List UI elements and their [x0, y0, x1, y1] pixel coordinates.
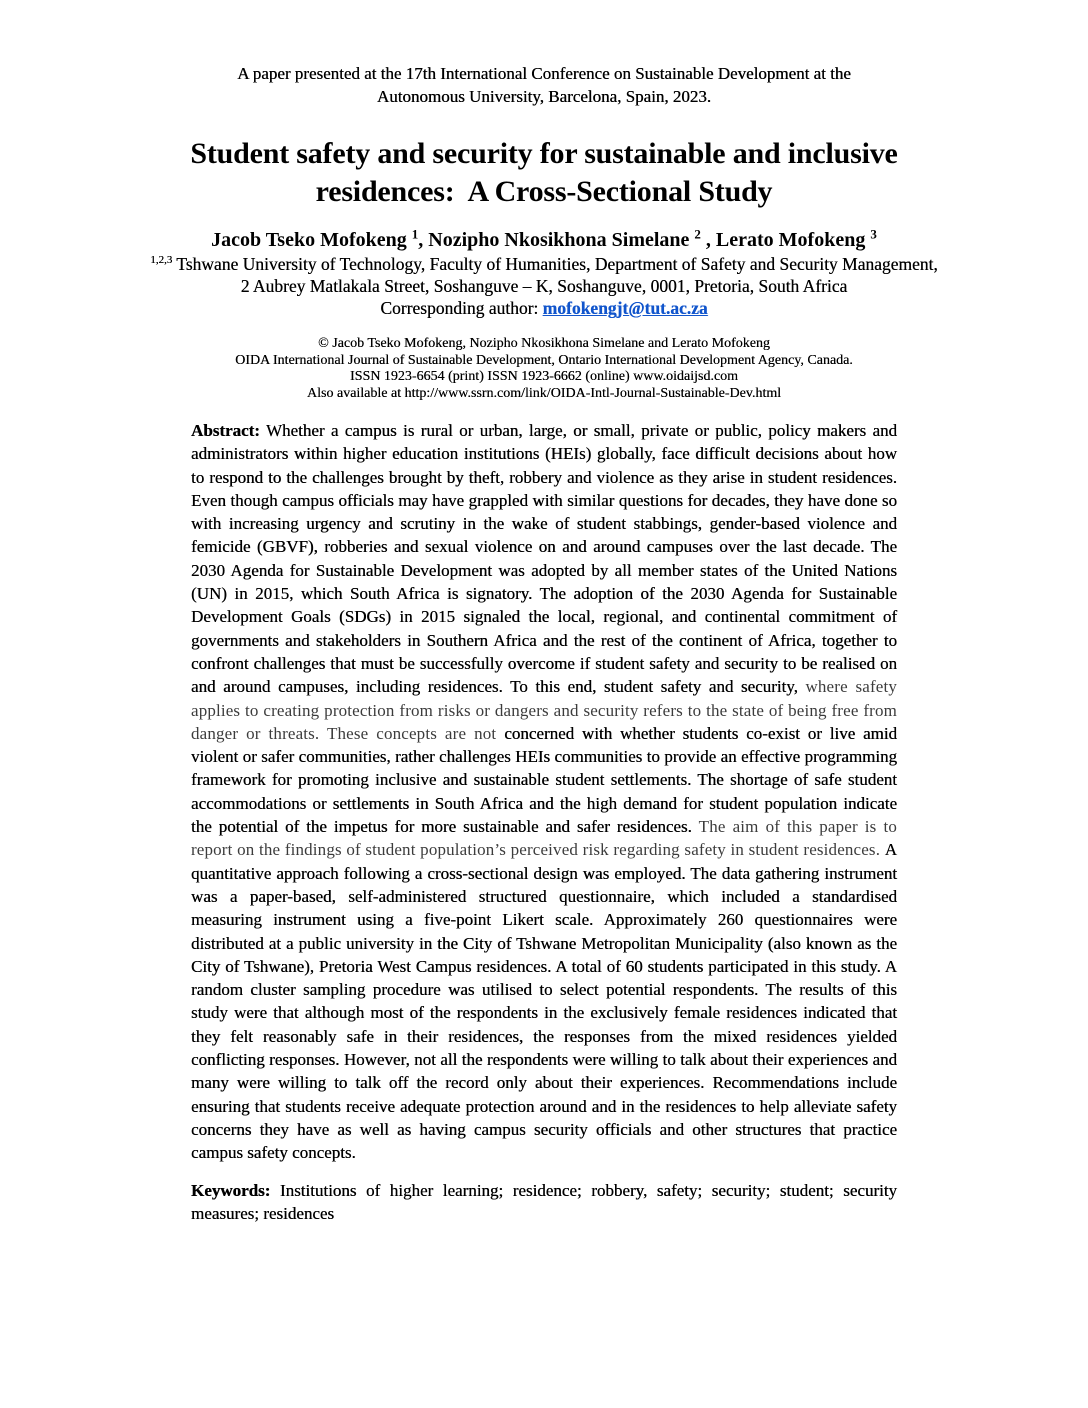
- abstract-segment-2-light: where safety applies to creating protection from risks or dangers and security refers to the state of being free from danger or threats. These concepts are not: [191, 677, 898, 743]
- affiliation-superscript: 1,2,3: [150, 254, 173, 267]
- corresponding-author-email-link[interactable]: mofokengjt@tut.ac.za: [542, 298, 708, 318]
- body-column: [191, 419, 897, 1225]
- imprint-block: [114, 336, 974, 402]
- imprint-issn-line: ISSN 1923-6654 (print) ISSN 1923-6662 (online) www.oidaijsd.com: [350, 369, 738, 384]
- keywords-label: Keywords:: [191, 1180, 271, 1200]
- conference-note-line-2: Autonomous University, Barcelona, Spain, 2023.: [376, 87, 712, 106]
- abstract-segment-5: A quantitative approach following a cross-sectional design was employed. The data gathering instrument was a paper-based, self-administered structured questionnaire, which included a standardised measuring instrument using a five-point Likert scale. Approximately 260 questionnaires were distributed at a public university in the City of Tshwane Metropolitan Municipality (also known as the City of Tshwane), Pretoria West Campus residences. A total of 60 students participated in this study. A random cluster sampling procedure was utilised to select potential respondents. The results of this study were that although most of the respondents in the exclusively female residences indicated that they felt reasonably safe in their residences, the responses from the mixed residences yielded conflicting responses. However, not all the respondents were willing to talk about their experiences and many were willing to talk off the record only about their experiences. Recommendations include ensuring that students receive adequate protection around and in the residences to help alleviate safety concerns they have as well as having campus security officials and other structures that practice campus safety concepts.: [191, 840, 897, 1163]
- corresponding-author-label: Corresponding author:: [380, 298, 543, 318]
- conference-note-line-1: A paper presented at the 17th International Conference on Sustainable Development at the: [237, 64, 851, 83]
- affiliation-line-1: [114, 253, 974, 275]
- imprint-availability-line: Also available at http://www.ssrn.com/link/OIDA-Intl-Journal-Sustainable-Dev.html: [306, 385, 782, 401]
- paper-title: [114, 135, 974, 211]
- author-2-superscript: 2: [694, 226, 701, 242]
- author-separator-2: ,: [700, 229, 716, 251]
- conference-note: [114, 62, 974, 108]
- keywords-paragraph: [191, 1179, 897, 1226]
- abstract-segment-3: concerned with whether students co-exist or live amid violent or safer communities, rather challenges HEIs communities to provide an effective programming framework for promoting inclusive and sustainable student settlements. The shortage of safe student accommodations or settlements in South Africa and the high demand for student population indicate the potential of the impetus for more sustainable and safer residences.: [191, 723, 898, 837]
- author-3-name: Lerato Mofokeng: [715, 229, 871, 251]
- imprint-journal-line: OIDA International Journal of Sustainable Development, Ontario International Development Agency, Canada.: [235, 352, 853, 368]
- author-separator-1: ,: [418, 229, 429, 251]
- affiliation-line-2: 2 Aubrey Matlakala Street, Soshanguve – K, Soshanguve, 0001, Pretoria, South Africa: [240, 276, 848, 296]
- abstract-segment-4-light: The aim of this paper is to report on the findings of student population’s perceived risk regarding safety in student residences.: [191, 817, 897, 860]
- abstract-segment-1: Whether a campus is rural or urban, large, or small, private or public, policy makers and administrators within higher education institutions (HEIs) globally, face difficult decisions about how to respond to the challenges brought by theft, robbery and violence as they arise in student residences. Even though campus officials may have grappled with similar questions for decades, they have done so with increasing urgency and scrutiny in the wake of student stabbings, gender-based violence and femicide (GBVF), robberies and sexual violence on and around campuses over the last decade. The 2030 Agenda for Sustainable Development was adopted by all member states of the United Nations (UN) in 2015, which South Africa is signatory. The adoption of the 2030 Agenda for Sustainable Development Goals (SDGs) in 2015 signaled the local, regional, and continental commitment of governments and stakeholders in Southern Africa and the rest of the continent of Africa, together to confront challenges that must be successfully overcome if student safety and security to be realised on and around campuses, including residences. To this end, student safety and security,: [191, 421, 897, 697]
- imprint-copyright-line: © Jacob Tseko Mofokeng, Nozipho Nkosikhona Simelane and Lerato Mofokeng: [318, 336, 770, 351]
- frontmatter: [114, 62, 974, 402]
- author-2-name: Nozipho Nkosikhona Simelane: [428, 229, 695, 251]
- abstract-label: Abstract:: [191, 421, 260, 440]
- author-1-superscript: 1: [411, 226, 419, 242]
- paper-title-line-1: Student safety and security for sustainable and inclusive: [190, 137, 898, 170]
- affiliation-text: Tshwane University of Technology, Faculty of Humanities, Department of Safety and Security Management,: [172, 254, 938, 274]
- author-1-name: Jacob Tseko Mofokeng: [211, 229, 412, 251]
- authors-line: [114, 228, 974, 253]
- author-3-superscript: 3: [870, 226, 877, 242]
- keywords-text: Institutions of higher learning; residence; robbery, safety; security; student; security measures; residences: [191, 1180, 897, 1223]
- corresponding-author-line: [114, 297, 974, 319]
- abstract-paragraph: [191, 419, 897, 1165]
- paper-title-line-2: residences: A Cross-Sectional Study: [315, 175, 773, 208]
- affiliation-block: [114, 253, 974, 319]
